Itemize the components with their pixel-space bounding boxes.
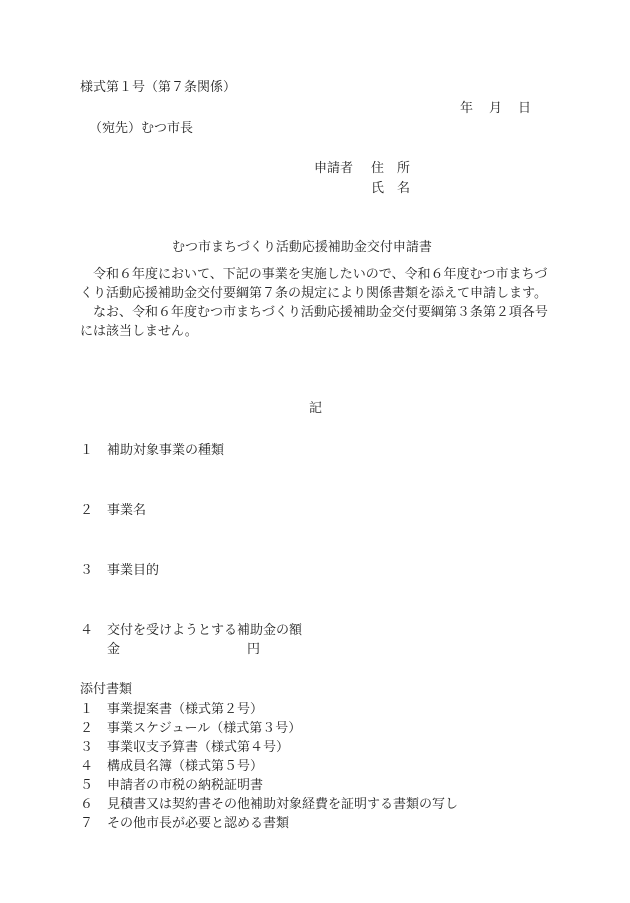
attachment-item	[80, 795, 458, 814]
attachment-item	[80, 719, 301, 738]
attachment-item	[80, 700, 263, 719]
attachment-item	[80, 776, 263, 795]
section-4-number: ４	[80, 623, 94, 638]
section-1-label: 補助対象事業の種類	[107, 443, 225, 458]
body-text	[80, 265, 560, 341]
attachment-number: １	[80, 702, 94, 717]
attachment-item	[80, 814, 289, 833]
section-3-label: 事業目的	[107, 563, 160, 578]
attachment-number: ２	[80, 721, 94, 736]
name-label: 氏 名	[371, 181, 411, 196]
attachment-text: 事業提案書（様式第２号）	[107, 702, 264, 717]
ki-marker: 記	[309, 401, 323, 416]
paragraph-1: 令和６年度において、下記の事業を実施したいので、令和６年度むつ市まちづくり活動応援補助金交付要綱第７条の規定により関係書類を添えて申請します。	[80, 267, 548, 301]
applicant-label: 申請者	[314, 161, 354, 176]
address-label: 住 所	[371, 161, 411, 176]
section-4-label: 交付を受けようとする補助金の額	[107, 623, 303, 638]
attachment-number: ５	[80, 778, 94, 793]
attachment-text: 見積書又は契約書その他補助対象経費を証明する書類の写し	[107, 797, 459, 812]
attachment-number: ３	[80, 740, 94, 755]
date-year-label: 年	[460, 101, 474, 116]
date-day-label: 日	[518, 101, 532, 116]
form-number: 様式第１号（第７条関係）	[80, 80, 237, 95]
attachment-item	[80, 757, 263, 776]
attachment-text: 申請者の市税の納税証明書	[107, 778, 264, 793]
date-month-label: 月	[489, 101, 503, 116]
attachment-number: ４	[80, 759, 94, 774]
attachment-text: 事業スケジュール（様式第３号）	[107, 721, 302, 736]
attachment-text: その他市長が必要と認める書類	[107, 816, 290, 831]
attachment-number: ７	[80, 816, 94, 831]
section-3-number: ３	[80, 563, 94, 578]
paragraph-2: なお、令和６年度むつ市まちづくり活動応援補助金交付要綱第３条第２項各号には該当しません。	[80, 305, 548, 339]
amount-prefix: 金	[107, 642, 121, 657]
amount-suffix: 円	[247, 642, 261, 657]
attachment-text: 構成員名簿（様式第５号）	[107, 759, 264, 774]
document-title: むつ市まちづくり活動応援補助金交付申請書	[172, 240, 432, 255]
section-2-number: ２	[80, 503, 94, 518]
attachment-item	[80, 738, 289, 757]
section-1-number: １	[80, 443, 94, 458]
section-2-label: 事業名	[107, 503, 147, 518]
attachment-number: ６	[80, 797, 94, 812]
attachment-text: 事業収支予算書（様式第４号）	[107, 740, 290, 755]
addressee: （宛先）むつ市長	[89, 121, 194, 136]
attachments-heading: 添付書類	[80, 682, 133, 697]
